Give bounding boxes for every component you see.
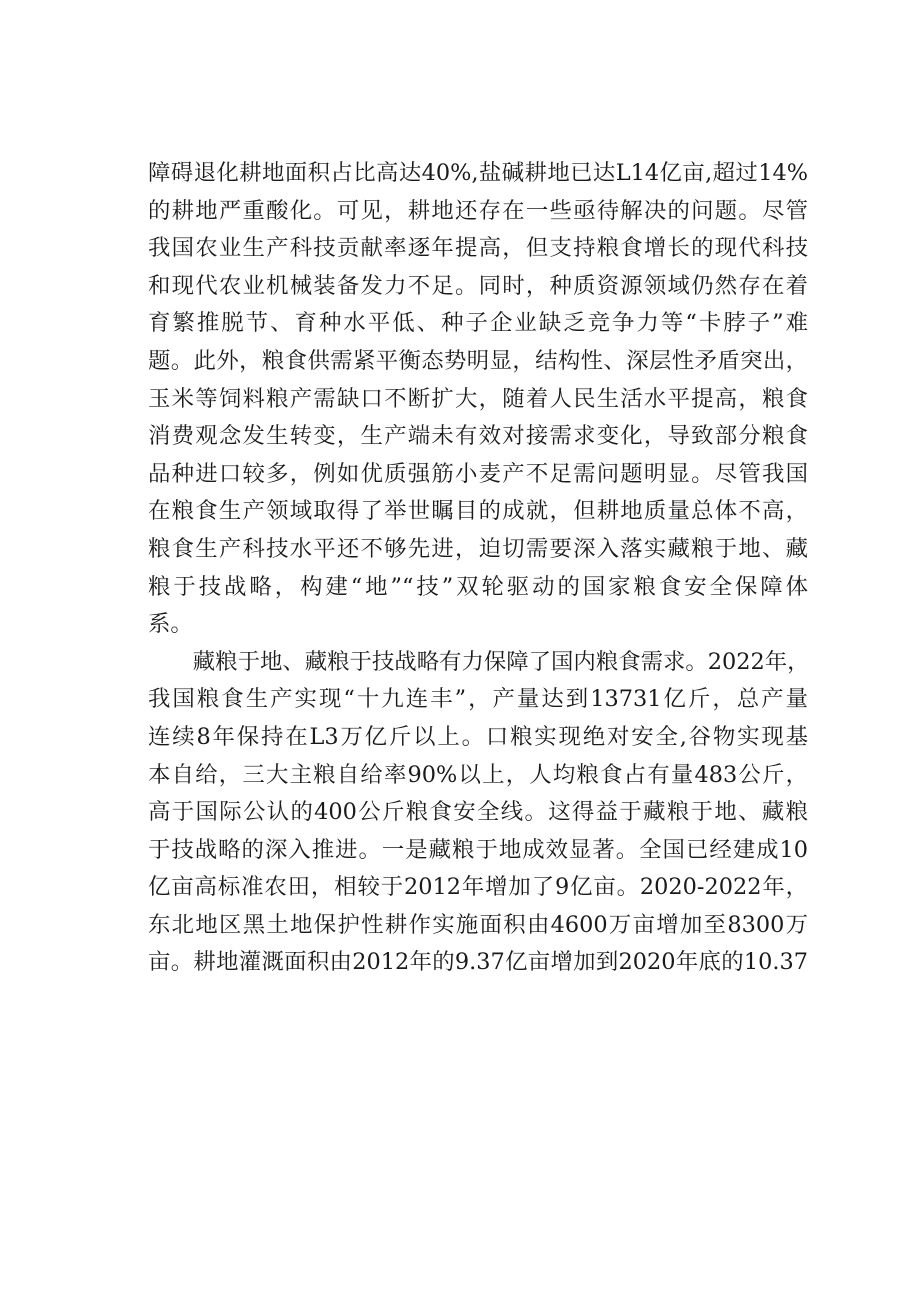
text-line: 高于国际公认的400公斤粮食安全线。这得益于藏粮于地、藏粮 xyxy=(148,799,808,826)
text-line: 题。此外，粮食供需紧平衡态势明显，结构性、深层性矛盾突出， xyxy=(148,347,808,374)
text-line: 藏粮于地、藏粮于技战略有力保障了国内粮食需求。2022年， xyxy=(192,648,810,675)
text-line: 在粮食生产领域取得了举世瞩目的成就，但耕地质量总体不高， xyxy=(148,498,808,525)
text-line: 我国粮食生产实现“十九连丰”，产量达到13731亿斤，总产量 xyxy=(148,686,808,713)
text-line: 亩。耕地灌溉面积由2012年的9.37亿亩增加到2020年底的10.37 xyxy=(148,949,808,976)
text-line: 的耕地严重酸化。可见，耕地还存在一些亟待解决的问题。尽管 xyxy=(148,197,808,224)
text-line: 粮食生产科技水平还不够先进，迫切需要深入落实藏粮于地、藏 xyxy=(148,535,808,562)
text-line: 本自给，三大主粮自给率90%以上，人均粮食占有量483公斤， xyxy=(148,761,808,788)
paragraph-1 xyxy=(148,155,808,644)
document-body xyxy=(148,155,808,982)
text-line: 消费观念发生转变，生产端未有效对接需求变化，导致部分粮食 xyxy=(148,423,808,450)
text-line: 亿亩高标准农田，相较于2012年增加了9亿亩。2020-2022年， xyxy=(148,874,808,901)
text-line: 于技战略的深入推进。一是藏粮于地成效显著。全国已经建成10 xyxy=(148,836,808,863)
text-line: 我国农业生产科技贡献率逐年提高，但支持粮食增长的现代科技 xyxy=(148,235,808,262)
text-line: 玉米等饲料粮产需缺口不断扩大，随着人民生活水平提高，粮食 xyxy=(148,385,808,412)
text-line: 育繁推脱节、育种水平低、种子企业缺乏竞争力等“卡脖子”难 xyxy=(148,310,808,337)
text-line: 和现代农业机械装备发力不足。同时，种质资源领域仍然存在着 xyxy=(148,272,808,299)
text-line: 系。 xyxy=(148,611,193,638)
text-line: 粮于技战略，构建“地”“技”双轮驱动的国家粮食安全保障体 xyxy=(148,573,808,600)
text-line: 东北地区黑土地保护性耕作实施面积由4600万亩增加至8300万 xyxy=(148,911,808,938)
text-line: 障碍退化耕地面积占比高达40%,盐碱耕地已达L14亿亩,超过14% xyxy=(148,160,808,186)
paragraph-2 xyxy=(148,644,808,982)
text-line: 品种进口较多，例如优质强筋小麦产不足需问题明显。尽管我国 xyxy=(148,460,808,487)
text-line: 连续8年保持在L3万亿斤以上。口粮实现绝对安全,谷物实现基 xyxy=(148,723,808,750)
